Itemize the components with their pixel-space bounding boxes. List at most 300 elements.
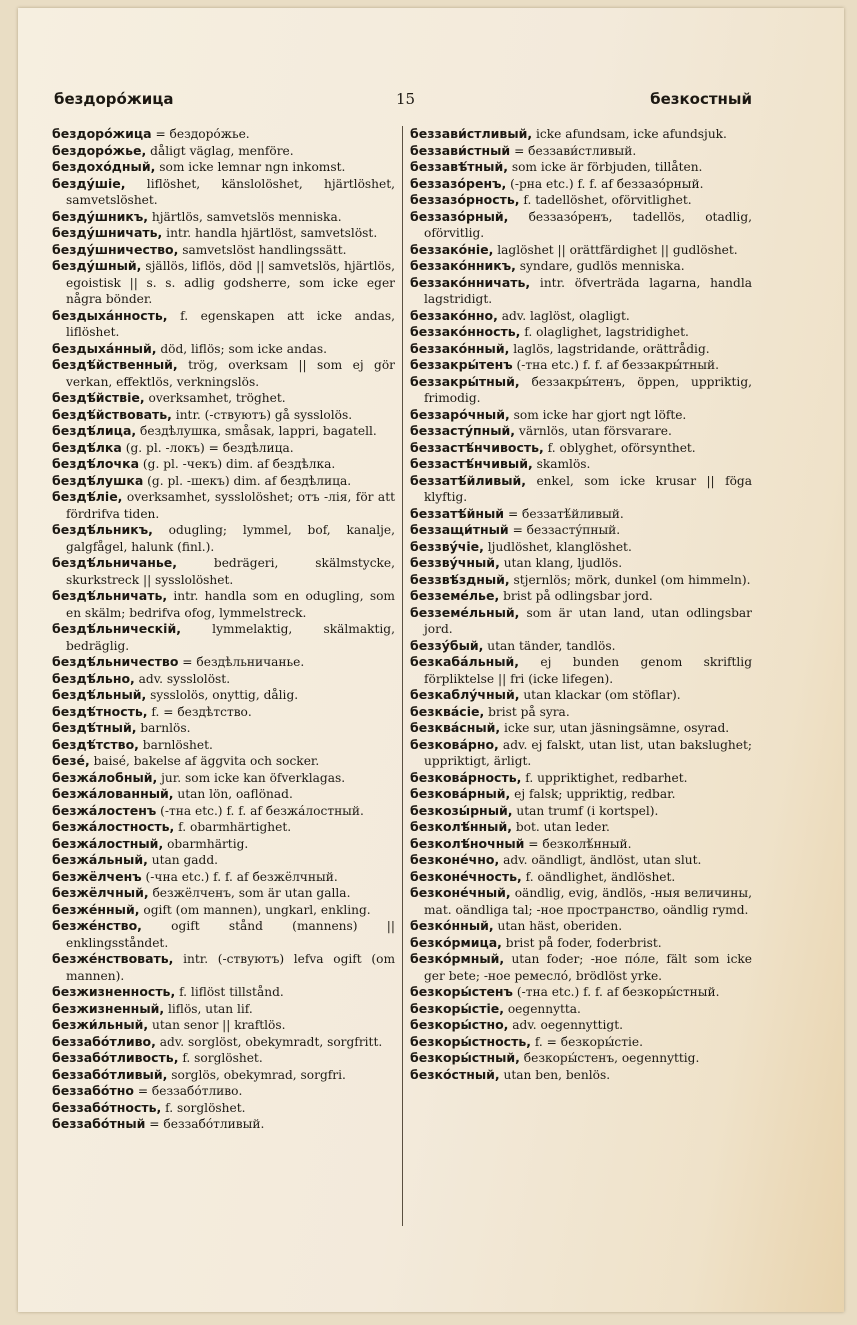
- entry-headword: беззабóтно: [52, 1083, 134, 1098]
- entry-headword: беззакóнно,: [410, 307, 498, 323]
- dictionary-entry: [410, 786, 752, 803]
- entry-headword: безковáрность,: [410, 769, 522, 785]
- entry-definition: adv. sysslolöst.: [134, 671, 231, 686]
- dictionary-entry: [52, 126, 395, 143]
- dictionary-entry: [410, 1067, 752, 1084]
- entry-headword: безжéнство,: [52, 918, 142, 933]
- dictionary-entry: [410, 522, 752, 539]
- dictionary-entry: [410, 935, 752, 952]
- dictionary-entry: [410, 836, 752, 853]
- dictionary-entry: [52, 1083, 395, 1100]
- entry-headword: безконéчный,: [410, 885, 511, 900]
- entry-definition: laglöshet || orättfärdighet || gudlöshet.: [493, 242, 738, 257]
- entry-definition: безжёлченъ, som är utan galla.: [148, 886, 351, 900]
- dictionary-entry: [52, 407, 395, 424]
- entry-definition: utan gadd.: [147, 853, 219, 867]
- entry-definition: ogift (om mannen), ungkarl, enkling.: [139, 902, 371, 917]
- entry-headword: безкаблýчный,: [410, 687, 520, 702]
- entry-headword: бездѣ́йствовать,: [52, 406, 172, 422]
- entry-definition: syndare, gudlös menniska.: [515, 259, 685, 273]
- entry-definition: = беззабóтливый.: [145, 1117, 265, 1131]
- dictionary-entry: [52, 258, 395, 308]
- dictionary-entry: [410, 869, 752, 886]
- entry-headword: безжёлчный,: [52, 885, 149, 900]
- entry-definition: baisé, bakelse af äggvita och socker.: [89, 754, 320, 768]
- entry-definition: brist på odlingsbar jord.: [499, 589, 653, 603]
- dictionary-entry: [52, 555, 395, 588]
- entry-definition: f. oändlighet, ändlöshet.: [521, 869, 676, 884]
- dictionary-entry: [410, 242, 752, 259]
- entry-headword: безжáлостность,: [52, 819, 175, 834]
- dictionary-entry: [52, 176, 395, 209]
- entry-definition: (g. pl. -шекъ) dim. af бездѣлица.: [143, 473, 352, 488]
- entry-headword: беззакóнный,: [410, 340, 510, 356]
- entry-definition: sorglös, obekymrad, sorgfri.: [167, 1067, 346, 1082]
- entry-headword: бездорóжица: [52, 126, 152, 141]
- entry-definition: f. liflöst tillstånd.: [175, 985, 284, 999]
- dictionary-entry: [52, 902, 395, 919]
- entry-definition: adv. sorglöst, obekymradt, sorgfritt.: [155, 1034, 383, 1049]
- dictionary-entry: [52, 819, 395, 836]
- entry-headword: бездѣ́лка: [52, 439, 122, 455]
- entry-definition: icke afundsam, icke afundsjuk.: [532, 127, 727, 141]
- entry-definition: (-тна etc.) f. f. af беззакры́тный.: [512, 358, 719, 372]
- header-left-guideword: бездорóжица: [54, 90, 174, 108]
- entry-definition: lymmelaktig, skälmaktig, bedräglig.: [66, 622, 395, 653]
- dictionary-entry: [410, 1001, 752, 1018]
- entry-definition: f. egenskapen att icke andas, liflöshet.: [66, 308, 395, 339]
- entry-definition: utan foder; -ное пóле, fält som icke ger bete; -ное ремеслó, brödlöst yrke.: [424, 952, 752, 983]
- dictionary-entry: [410, 456, 752, 473]
- entry-definition: odugling; lymmel, bof, kanalje, galgfågel, halunk (finl.).: [66, 523, 395, 554]
- entry-headword: беззави́стный: [410, 142, 511, 158]
- entry-headword: безконéчность,: [410, 868, 522, 884]
- dictionary-entry: [410, 440, 752, 457]
- dictionary-entry: [410, 407, 752, 424]
- dictionary-entry: [52, 869, 395, 886]
- dictionary-entry: [52, 753, 395, 770]
- entry-definition: stjernlös; mörk, dunkel (om himmeln).: [509, 572, 751, 587]
- dictionary-entry: [410, 275, 752, 308]
- column-divider: [402, 126, 403, 1226]
- dictionary-entry: [410, 588, 752, 605]
- entry-headword: бездыхáнный,: [52, 340, 157, 356]
- entry-headword: беззатѣ́йный: [410, 505, 505, 521]
- entry-definition: (-чна etc.) f. f. af безжёлчный.: [141, 869, 338, 884]
- entry-definition: utan senor || kraftlös.: [148, 1018, 286, 1032]
- entry-definition: utan häst, oberiden.: [493, 919, 623, 933]
- dictionary-entry: [410, 852, 752, 869]
- dictionary-entry: [410, 555, 752, 572]
- entry-headword: беззакóніе,: [410, 241, 494, 257]
- entry-headword: беззави́стливый,: [410, 126, 533, 141]
- entry-headword: безкóнный,: [410, 918, 494, 933]
- entry-headword: безжёлченъ: [52, 868, 142, 884]
- entry-definition: utan klang, ljudlös.: [499, 556, 623, 570]
- dictionary-entry: [410, 308, 752, 325]
- entry-headword: бездѣ́тность,: [52, 703, 148, 719]
- entry-definition: беззакры́тенъ, öppen, uppriktig, frimodig.: [424, 374, 752, 405]
- entry-headword: безжáлостенъ: [52, 802, 157, 818]
- entry-definition: f. tadellöshet, oförvitlighet.: [519, 193, 692, 207]
- dictionary-entry: [52, 390, 395, 407]
- entry-definition: hjärtlös, samvetslös menniska.: [148, 209, 342, 224]
- entry-definition: adv. oegennyttigt.: [508, 1018, 623, 1032]
- dictionary-entry: [410, 423, 752, 440]
- entry-headword: беззастѣ́нчивость,: [410, 439, 544, 455]
- entry-headword: бездѣ́ліе,: [52, 489, 123, 504]
- entry-definition: = безколѣ́нный.: [524, 836, 632, 851]
- dictionary-entry: [410, 506, 752, 523]
- entry-definition: intr. (-ствуютъ) gå sysslolös.: [171, 407, 353, 422]
- entry-headword: беззастýпный,: [410, 423, 516, 438]
- entry-headword: беззвýчіе,: [410, 538, 484, 554]
- entry-headword: бездѣ́льничанье,: [52, 555, 177, 570]
- entry-definition: adv. laglöst, olagligt.: [497, 308, 630, 323]
- entry-definition: laglös, lagstridande, orättrådig.: [509, 341, 710, 356]
- dictionary-entry: [52, 357, 395, 390]
- dictionary-entry: [52, 984, 395, 1001]
- dictionary-entry: [410, 473, 752, 506]
- dictionary-entry: [410, 357, 752, 374]
- entry-definition: skamlös.: [532, 457, 591, 471]
- entry-definition: barnlöshet.: [138, 737, 213, 752]
- entry-headword: беззавѣ́тный,: [410, 159, 508, 174]
- entry-definition: liflöshet, känslolöshet, hjärtlöshet, samvetslöshet.: [66, 176, 395, 207]
- dictionary-entry: [410, 638, 752, 655]
- entry-definition: = беззатѣ́йливый.: [504, 506, 624, 521]
- dictionary-entry: [52, 951, 395, 984]
- entry-definition: ljudlöshet, klanglöshet.: [483, 539, 632, 554]
- entry-headword: беззазóрность,: [410, 192, 520, 207]
- entry-definition: icke sur, utan jäsningsämne, osyrad.: [500, 721, 730, 735]
- entry-definition: безкоры́стенъ, oegennyttig.: [519, 1051, 700, 1065]
- entry-headword: безковáрный,: [410, 786, 511, 801]
- entry-headword: безжáлостный,: [52, 835, 164, 851]
- entry-definition: (-тна etc.) f. f. af безжáлостный.: [156, 803, 364, 818]
- entry-headword: беззабóтливый,: [52, 1066, 168, 1082]
- dictionary-entry: [52, 803, 395, 820]
- entry-headword: бездýшіе,: [52, 175, 126, 191]
- dictionary-entry: [410, 192, 752, 209]
- entry-definition: oändlig, evig, ändlös, -ныя величины, mat. oändliga tal; -ное пространство, oändlig rymd.: [424, 886, 752, 917]
- dictionary-entry: [52, 473, 395, 490]
- entry-headword: бездохóдный,: [52, 159, 156, 174]
- entry-definition: som är utan land, utan odlingsbar jord.: [424, 605, 752, 636]
- dictionary-entry: [52, 440, 395, 457]
- dictionary-page: [18, 8, 844, 1312]
- entry-definition: (-тна etc.) f. f. af безкоры́стный.: [512, 985, 720, 999]
- dictionary-entry: [410, 143, 752, 160]
- entry-headword: безжизненный,: [52, 1000, 165, 1016]
- dictionary-entry: [52, 588, 395, 621]
- dictionary-entry: [52, 159, 395, 176]
- entry-definition: = бездорóжье.: [151, 127, 250, 141]
- entry-definition: adv. ej falskt, utan list, utan bakslughet; uppriktigt, ärligt.: [424, 737, 752, 768]
- entry-headword: безжáлованный,: [52, 786, 174, 801]
- entry-definition: liflös, utan lif.: [164, 1001, 253, 1016]
- dictionary-entry: [52, 918, 395, 951]
- dictionary-entry: [410, 176, 752, 193]
- entry-headword: бездѣ́лочка: [52, 456, 140, 471]
- entry-definition: barnlös.: [136, 721, 191, 735]
- dictionary-entry: [410, 605, 752, 638]
- entry-definition: беззазóренъ, tadellös, otadlig, oförvitlig.: [424, 209, 752, 240]
- entry-headword: безкоры́стно,: [410, 1017, 509, 1032]
- dictionary-entry: [410, 159, 752, 176]
- entry-definition: oegennytta.: [503, 1001, 581, 1016]
- entry-definition: samvetslöst handlingssätt.: [178, 242, 347, 257]
- entry-definition: f. = безкоры́стіе.: [530, 1034, 643, 1049]
- entry-definition: = беззастýпный.: [508, 523, 621, 537]
- entry-definition: utan klackar (om stöflar).: [519, 688, 681, 702]
- entry-definition: intr. handla som en odugling, som en skälm; bedrifva ofog, lymmelstreck.: [66, 589, 395, 620]
- entry-headword: беззакры́тенъ: [410, 357, 513, 372]
- entry-definition: dåligt väglag, menföre.: [146, 143, 294, 158]
- entry-headword: бездýшный,: [52, 258, 142, 273]
- entry-definition: som icke är förbjuden, tillåten.: [507, 160, 703, 174]
- entry-headword: безколѣ́нный,: [410, 819, 512, 834]
- dictionary-entry: [52, 621, 395, 654]
- entry-definition: f. sorglöshet.: [161, 1100, 246, 1115]
- dictionary-entry: [52, 1050, 395, 1067]
- dictionary-entry: [52, 852, 395, 869]
- dictionary-entry: [410, 324, 752, 341]
- entry-headword: беззабóтливо,: [52, 1033, 156, 1049]
- entry-definition: f. sorglöshet.: [178, 1051, 263, 1065]
- dictionary-entry: [52, 737, 395, 754]
- entry-headword: беззабóтливость,: [52, 1050, 179, 1065]
- dictionary-entry: [410, 819, 752, 836]
- dictionary-entry: [410, 770, 752, 787]
- dictionary-entry: [52, 1017, 395, 1034]
- entry-headword: беззазóрный,: [410, 208, 509, 224]
- dictionary-entry: [52, 1100, 395, 1117]
- dictionary-entry: [410, 1017, 752, 1034]
- entry-headword: безковáрно,: [410, 736, 499, 752]
- dictionary-entry: [410, 654, 752, 687]
- entry-definition: f. obarmhärtighet.: [174, 820, 292, 834]
- entry-headword: бездѣ́йствіе,: [52, 390, 145, 405]
- dictionary-entry: [52, 1067, 395, 1084]
- dictionary-entry: [410, 704, 752, 721]
- entry-definition: sysslolös, onyttig, dålig.: [146, 688, 299, 702]
- entry-headword: беззакóнничать,: [410, 274, 531, 290]
- entry-definition: som icke har gjort ngt löfte.: [509, 407, 687, 422]
- entry-definition: själlös, liflös, död || samvetslös, hjärtlös, egoistisk || s. s. adlig godsherre, som icke eger några bönder.: [66, 259, 395, 306]
- entry-headword: бездорóжье,: [52, 142, 147, 158]
- entry-definition: intr. handla hjärtlöst, samvetslöst.: [162, 226, 378, 240]
- entry-definition: utan ben, benlös.: [499, 1067, 611, 1082]
- entry-headword: безжáльный,: [52, 852, 148, 867]
- entry-headword: беззарóчный,: [410, 406, 510, 422]
- entry-headword: безжизненность,: [52, 984, 176, 999]
- right-column: [410, 126, 752, 1083]
- entry-headword: безземéльный,: [410, 604, 520, 620]
- entry-headword: бездѣ́льно,: [52, 670, 135, 686]
- entry-definition: bot. utan leder.: [511, 820, 610, 834]
- entry-definition: (g. pl. -чекъ) dim. af бездѣлка.: [139, 457, 336, 471]
- entry-headword: бездѣ́льный,: [52, 687, 147, 702]
- dictionary-entry: [52, 1116, 395, 1133]
- entry-headword: беззакóнникъ,: [410, 258, 516, 273]
- dictionary-entry: [52, 687, 395, 704]
- header-right-guideword: безкостный: [650, 90, 752, 108]
- entry-definition: ej falsk; uppriktig, redbar.: [510, 787, 676, 801]
- entry-definition: brist på syra.: [484, 704, 570, 719]
- page-header: [18, 90, 844, 114]
- entry-definition: = беззави́стливый.: [510, 143, 637, 158]
- entry-definition: brist på foder, foderbrist.: [501, 935, 662, 950]
- entry-definition: f. uppriktighet, redbarhet.: [521, 770, 688, 785]
- dictionary-entry: [410, 737, 752, 770]
- entry-definition: bedrägeri, skälmstycke, skurkstreck || sysslolöshet.: [66, 556, 395, 587]
- dictionary-entry: [410, 951, 752, 984]
- dictionary-entry: [410, 984, 752, 1001]
- dictionary-entry: [410, 341, 752, 358]
- entry-definition: jur. som icke kan öfverklagas.: [157, 770, 346, 785]
- left-column: [52, 126, 395, 1133]
- entry-headword: беззазóренъ,: [410, 175, 507, 191]
- entry-headword: беззабóтный: [52, 1116, 146, 1131]
- dictionary-entry: [410, 374, 752, 407]
- entry-definition: adv. oändligt, ändlöst, utan slut.: [499, 853, 702, 867]
- entry-headword: безземéлье,: [410, 588, 500, 603]
- dictionary-entry: [410, 720, 752, 737]
- entry-headword: безкоры́стіе,: [410, 1000, 504, 1016]
- dictionary-entry: [52, 720, 395, 737]
- entry-headword: бездѣ́тство,: [52, 736, 139, 752]
- dictionary-entry: [410, 1050, 752, 1067]
- dictionary-entry: [410, 687, 752, 704]
- dictionary-entry: [410, 572, 752, 589]
- dictionary-entry: [410, 918, 752, 935]
- entry-definition: f. olaglighet, lagstridighet.: [520, 325, 689, 339]
- entry-definition: ogift stånd (mannens) || enklingsståndet.: [66, 919, 395, 950]
- entry-definition: intr. öfverträda lagarna, handla lagstridigt.: [424, 275, 752, 306]
- dictionary-entry: [52, 143, 395, 160]
- entry-definition: = беззабóтливо.: [133, 1084, 243, 1098]
- dictionary-entry: [52, 1001, 395, 1018]
- entry-definition: som icke lemnar ngn inkomst.: [155, 160, 346, 174]
- dictionary-entry: [52, 671, 395, 688]
- dictionary-entry: [52, 456, 395, 473]
- entry-definition: ej bunden genom skriftlig förpliktelse || fri (icke lifegen).: [424, 655, 752, 686]
- entry-headword: безквáсный,: [410, 720, 501, 735]
- entry-headword: бездѣ́йственный,: [52, 357, 178, 372]
- entry-definition: (-рна etc.) f. f. af беззазóрный.: [506, 176, 704, 191]
- entry-headword: безкóстный,: [410, 1066, 500, 1082]
- entry-headword: беззвýчный,: [410, 555, 500, 570]
- dictionary-entry: [52, 1034, 395, 1051]
- entry-headword: безкоры́стный,: [410, 1050, 520, 1065]
- entry-headword: бездѣ́льникъ,: [52, 522, 153, 537]
- dictionary-entry: [410, 209, 752, 242]
- dictionary-entry: [52, 786, 395, 803]
- entry-definition: utan lön, oaflönad.: [173, 787, 293, 801]
- entry-headword: бездѣ́льничать,: [52, 588, 168, 603]
- dictionary-entry: [410, 258, 752, 275]
- dictionary-entry: [52, 423, 395, 440]
- dictionary-entry: [52, 308, 395, 341]
- entry-definition: бездѣлушка, småsak, lappri, bagatell.: [136, 424, 377, 438]
- dictionary-entry: [410, 1034, 752, 1051]
- dictionary-entry: [52, 242, 395, 259]
- entry-headword: безколѣ́ночный: [410, 835, 525, 851]
- entry-headword: бездýшничество,: [52, 241, 179, 257]
- entry-headword: безкоры́стность,: [410, 1033, 531, 1049]
- dictionary-entry: [52, 341, 395, 358]
- entry-headword: беззакры́тный,: [410, 373, 520, 389]
- dictionary-entry: [52, 522, 395, 555]
- dictionary-entry: [52, 885, 395, 902]
- entry-definition: intr. (-ствуютъ) lefva ogift (om mannen).: [66, 952, 395, 983]
- entry-definition: = бездѣльничанье.: [178, 655, 305, 669]
- entry-headword: безквáсіе,: [410, 703, 485, 719]
- entry-headword: безкабáльный,: [410, 654, 520, 669]
- entry-definition: värnlös, utan försvarare.: [515, 424, 672, 438]
- entry-headword: бездѣ́льническій,: [52, 621, 181, 636]
- entry-headword: беззастѣ́нчивый,: [410, 456, 533, 471]
- entry-headword: беззабóтность,: [52, 1099, 162, 1115]
- entry-headword: безкозы́рный,: [410, 802, 513, 818]
- entry-headword: беззатѣ́йливый,: [410, 472, 527, 488]
- entry-headword: безжáлобный,: [52, 769, 158, 785]
- entry-headword: бездѣ́лушка: [52, 472, 144, 488]
- entry-definition: enkel, som icke krusar || föga klyftig.: [424, 473, 752, 504]
- entry-definition: utan tänder, tandlös.: [483, 638, 616, 653]
- dictionary-entry: [52, 836, 395, 853]
- entry-headword: безконéчно,: [410, 852, 500, 867]
- dictionary-entry: [52, 704, 395, 721]
- entry-headword: безé,: [52, 753, 90, 768]
- entry-definition: f. oblyghet, oförsynthet.: [543, 440, 696, 455]
- entry-headword: беззýбый,: [410, 637, 484, 653]
- dictionary-entry: [52, 209, 395, 226]
- entry-headword: бездѣ́лица,: [52, 423, 137, 438]
- entry-headword: беззакóнность,: [410, 324, 521, 339]
- entry-headword: безкóрмица,: [410, 934, 502, 950]
- entry-headword: безкоры́стенъ: [410, 984, 513, 999]
- page-number: 15: [396, 90, 416, 108]
- entry-definition: trög, overksam || som ej gör verkan, effektlös, verkningslös.: [66, 358, 395, 389]
- entry-headword: безжи́льный,: [52, 1017, 149, 1032]
- entry-definition: f. = бездѣтство.: [147, 704, 252, 719]
- entry-headword: бездѣ́тный,: [52, 720, 137, 735]
- entry-headword: безкóрмный,: [410, 951, 505, 966]
- entry-definition: utan trumf (i kortspel).: [512, 803, 659, 818]
- entry-definition: (g. pl. -локъ) = бездѣлица.: [121, 440, 294, 455]
- entry-headword: безжéнный,: [52, 901, 140, 917]
- entry-headword: бездýшникъ,: [52, 208, 149, 224]
- entry-definition: obarmhärtig.: [163, 836, 249, 851]
- dictionary-entry: [410, 803, 752, 820]
- entry-headword: бездыхáнность,: [52, 307, 168, 323]
- entry-headword: бездýшничать,: [52, 225, 163, 240]
- dictionary-entry: [52, 225, 395, 242]
- entry-definition: död, liflös; som icke andas.: [156, 341, 328, 356]
- dictionary-entry: [52, 489, 395, 522]
- dictionary-entry: [52, 770, 395, 787]
- dictionary-entry: [410, 539, 752, 556]
- dictionary-entry: [410, 885, 752, 918]
- dictionary-entry: [52, 654, 395, 671]
- entry-headword: безжéнствовать,: [52, 951, 174, 966]
- entry-headword: беззащи́тный: [410, 522, 509, 537]
- entry-definition: overksamhet, tröghet.: [144, 391, 286, 405]
- dictionary-entry: [410, 126, 752, 143]
- entry-headword: бездѣ́льничество: [52, 654, 179, 669]
